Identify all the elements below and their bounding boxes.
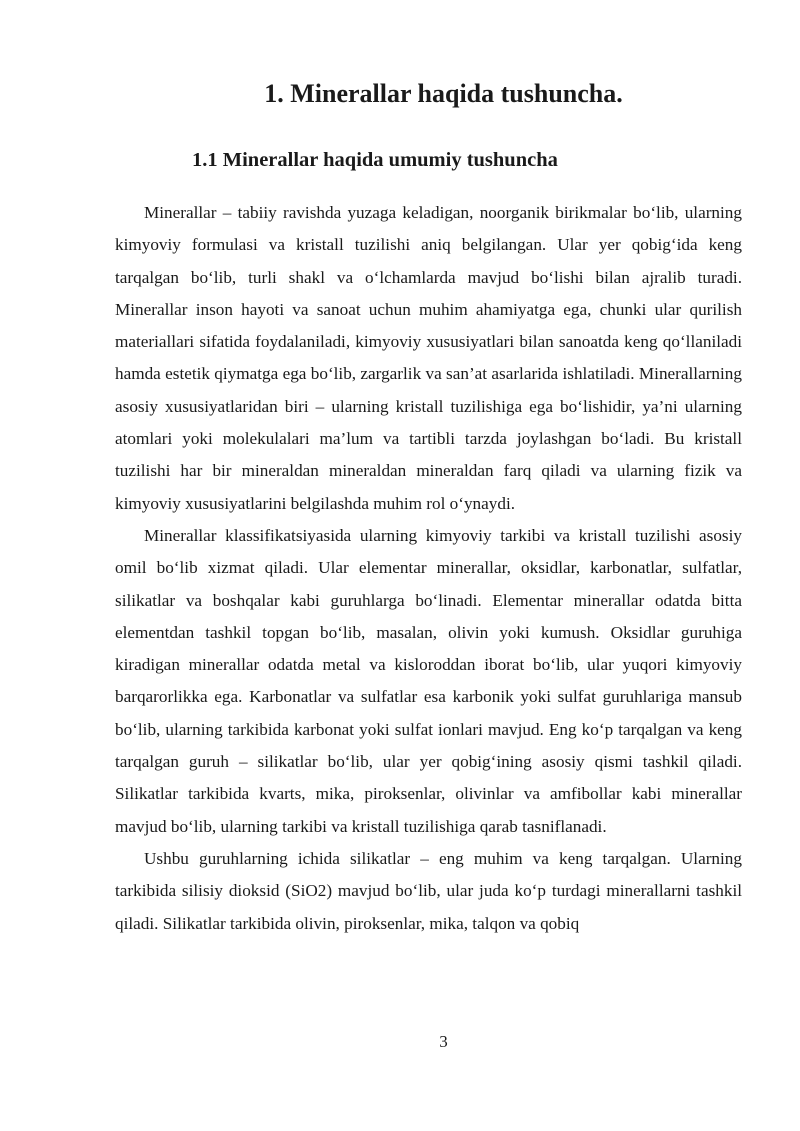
paragraph-1: Minerallar – tabiiy ravishda yuzaga keladigan, noorganik birikmalar bo‘lib, ularning kimyoviy formulasi va kristall tuzilishi aniq belgilangan. Ular yer qobig‘ida keng tarqalgan bo‘lib, turli shakl va o‘lchamlarda mavjud bo‘lishi bilan ajralib turadi. Minerallar inson hayoti va sanoat uchun muhim ahamiyatga ega, chunki ular qurilish materiallari sifatida foydalaniladi, kimyoviy xususiyatlari bilan sanoatda keng qo‘llaniladi hamda estetik qiymatga ega bo‘lib, zargarlik va san’at asarlarida ishlatiladi. Minerallarning asosiy xususiyatlaridan biri – ularning kristall tuzilishiga ega bo‘lishidir, ya’ni ularning atomlari yoki molekulalari ma’lum va tartibli tarzda joylashgan bo‘ladi. Bu kristall tuzilishi har bir mineraldan mineraldan mineraldan farq qiladi va ularning fizik va kimyoviy xususiyatlarini belgilashda muhim rol o‘ynaydi. (115, 203, 742, 513)
paragraph-3: Ushbu guruhlarning ichida silikatlar – eng muhim va keng tarqalgan. Ularning tarkibida silisiy dioksid (SiO2) mavjud bo‘lib, ular juda ko‘p turdagi minerallarni tashkil qiladi. Silikatlar tarkibida olivin, piroksenlar, mika, talqon va qobiq (115, 848, 742, 933)
body-text (115, 197, 742, 940)
page-title: 1. Minerallar haqida tushuncha. (264, 79, 623, 108)
paragraph-2: Minerallar klassifikatsiyasida ularning kimyoviy tarkibi va kristall tuzilishi asosiy omil bo‘lib xizmat qiladi. Ular elementar minerallar, oksidlar, karbonatlar, sulfatlar, silikatlar va boshqalar kabi guruhlarga bo‘linadi. Elementar minerallar odatda bitta elementdan tashkil topgan bo‘lib, masalan, olivin yoki kumush. Oksidlar guruhiga kiradigan minerallar odatda metal va kisloroddan iborat bo‘lib, ular yuqori kimyoviy barqarorlikka ega. Karbonatlar va sulfatlar esa karbonik yoki sulfat guruhlariga mansub bo‘lib, ularning tarkibida karbonat yoki sulfat ionlari mavjud. Eng ko‘p tarqalgan va keng tarqalgan guruh – silikatlar bo‘lib, ular yer qobig‘ining asosiy qismi tashkil qiladi. Silikatlar tarkibida kvarts, mika, piroksenlar, olivinlar va amfibollar kabi minerallar mavjud bo‘lib, ularning tarkibi va kristall tuzilishiga qarab tasniflanadi. (115, 525, 742, 836)
section-heading: 1.1 Minerallar haqida umumiy tushuncha (192, 149, 558, 171)
page-number: 3 (439, 1032, 448, 1051)
